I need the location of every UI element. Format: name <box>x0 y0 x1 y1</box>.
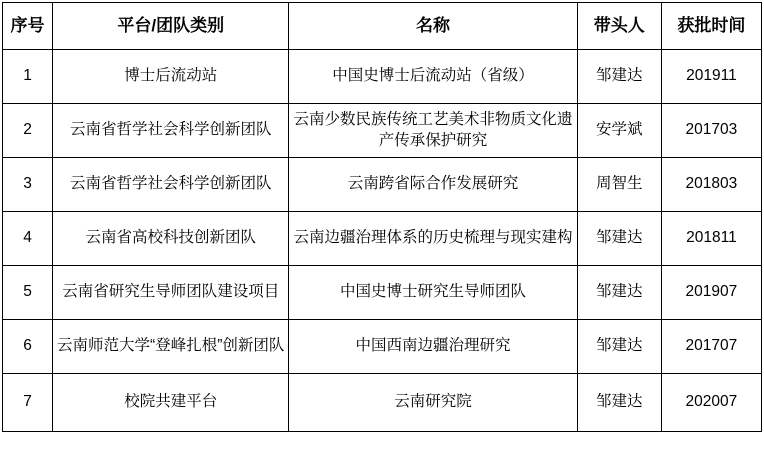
cell-date: 201911 <box>661 50 761 104</box>
cell-leader: 邹建达 <box>577 212 661 266</box>
cell-category: 云南省研究生导师团队建设项目 <box>53 266 289 320</box>
cell-name: 中国史博士研究生导师团队 <box>289 266 577 320</box>
cell-index: 3 <box>3 158 53 212</box>
cell-leader: 邹建达 <box>577 320 661 374</box>
cell-name: 云南少数民族传统工艺美术非物质文化遗产传承保护研究 <box>289 104 577 158</box>
cell-category: 云南省高校科技创新团队 <box>53 212 289 266</box>
cell-leader: 邹建达 <box>577 266 661 320</box>
cell-date: 201811 <box>661 212 761 266</box>
cell-date: 201707 <box>661 320 761 374</box>
cell-index: 2 <box>3 104 53 158</box>
cell-leader: 安学斌 <box>577 104 661 158</box>
document-page <box>0 2 764 459</box>
cell-leader: 周智生 <box>577 158 661 212</box>
cell-index: 1 <box>3 50 53 104</box>
table-header-row <box>3 3 762 50</box>
cell-date: 201803 <box>661 158 761 212</box>
cell-name: 中国史博士后流动站（省级） <box>289 50 577 104</box>
column-header-index: 序号 <box>3 3 53 50</box>
table-row <box>3 266 762 320</box>
cell-index: 6 <box>3 320 53 374</box>
table-body <box>3 50 762 432</box>
cell-leader: 邹建达 <box>577 374 661 432</box>
cell-name: 中国西南边疆治理研究 <box>289 320 577 374</box>
table-row <box>3 50 762 104</box>
column-header-leader: 带头人 <box>577 3 661 50</box>
table-header <box>3 3 762 50</box>
cell-category: 校院共建平台 <box>53 374 289 432</box>
cell-index: 5 <box>3 266 53 320</box>
cell-name: 云南研究院 <box>289 374 577 432</box>
table-row <box>3 320 762 374</box>
column-header-category: 平台/团队类别 <box>53 3 289 50</box>
cell-name: 云南边疆治理体系的历史梳理与现实建构 <box>289 212 577 266</box>
cell-category: 博士后流动站 <box>53 50 289 104</box>
cell-category: 云南省哲学社会科学创新团队 <box>53 158 289 212</box>
cell-date: 202007 <box>661 374 761 432</box>
cell-date: 201703 <box>661 104 761 158</box>
cell-index: 4 <box>3 212 53 266</box>
cell-index: 7 <box>3 374 53 432</box>
column-header-name: 名称 <box>289 3 577 50</box>
table-row <box>3 158 762 212</box>
table-row <box>3 104 762 158</box>
table-row <box>3 374 762 432</box>
cell-category: 云南省哲学社会科学创新团队 <box>53 104 289 158</box>
table-row <box>3 212 762 266</box>
cell-name: 云南跨省际合作发展研究 <box>289 158 577 212</box>
column-header-date: 获批时间 <box>661 3 761 50</box>
cell-category: 云南师范大学“登峰扎根”创新团队 <box>53 320 289 374</box>
cell-leader: 邹建达 <box>577 50 661 104</box>
cell-date: 201907 <box>661 266 761 320</box>
platforms-teams-table <box>2 2 762 432</box>
